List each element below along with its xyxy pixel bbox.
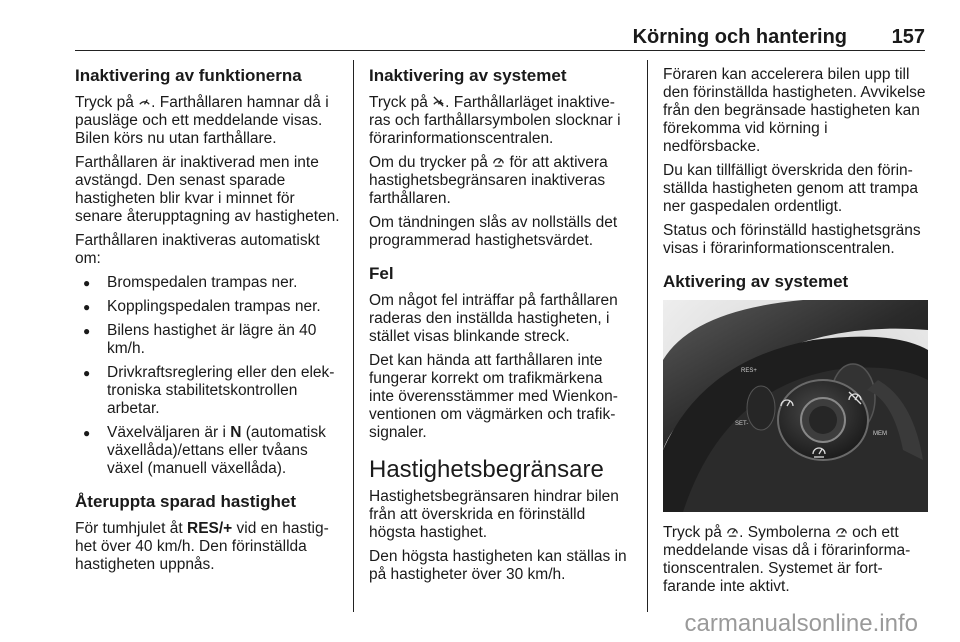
speed-limiter-icon xyxy=(726,525,739,538)
section-heading: Återuppta sparad hastighet xyxy=(75,492,297,511)
paragraph: Det kan hända att farthållaren inte fungerar korrekt om trafikmärkena inte överensstämmer med Wienkonventionen om vägmärken och trafiksignaler. xyxy=(369,352,618,441)
page-number: 157 xyxy=(891,26,925,48)
section-heading: Inaktivering av funktionerna xyxy=(75,66,302,85)
list-item: ● Drivkraftsreglering eller den elektroniska stabilitetskontrollen arbetar. xyxy=(81,364,343,418)
list-item: ● Bromspedalen trampas ner. xyxy=(81,274,343,292)
paragraph: Status och förinställd hastighetsgräns visas i förarinformationscentralen. xyxy=(663,222,921,257)
list-item: ● Kopplingspedalen trampas ner. xyxy=(81,298,343,316)
set-label: SET- xyxy=(735,421,749,427)
paragraph: Farthållaren inaktiveras automatiskt om: xyxy=(75,232,320,267)
paragraph: Farthållaren är inaktiverad men inte avstängd. Den senast sparade hastigheten blir kvar i minnet för senare återupptagning av hastigheten. xyxy=(75,154,340,225)
mem-label: MEM xyxy=(873,431,887,437)
column-divider xyxy=(647,60,648,612)
res-label: RES+ xyxy=(741,368,757,374)
steering-wheel-photo xyxy=(663,300,928,512)
header-title: Körning och hantering xyxy=(632,26,847,48)
speed-limiter-icon xyxy=(835,525,848,538)
paragraph: Om du trycker på för att aktivera hastighetsbegränsaren inaktiveras farthållaren. xyxy=(369,154,608,207)
column-divider xyxy=(353,60,354,612)
cruise-off-icon xyxy=(432,95,445,108)
section-heading: Aktivering av systemet xyxy=(663,272,849,291)
list-item: ● Bilens hastighet är lägre än 40 km/h. xyxy=(81,322,343,358)
condition-list xyxy=(75,274,343,478)
paragraph: Du kan tillfälligt överskrida den förinställda hastigheten genom att trampa ner gaspedalen ordentligt. xyxy=(663,162,919,215)
paragraph: Hastighetsbegränsaren hindrar bilen från att överskrida en förinställd högsta hastighet. xyxy=(369,488,619,541)
paragraph: Tryck på . Symbolerna och ett meddelande visas då i förarinformationscentralen. Systemet är fortfarande inte aktivt. xyxy=(663,524,911,595)
list-item: ● Växelväljaren är i N (automatisk växellåda)/ettans eller tvåans växel (manuell växellåda). xyxy=(81,424,343,478)
section-heading: Fel xyxy=(369,264,394,283)
column-1 xyxy=(75,60,343,580)
paragraph: Om tändningen slås av nollställs det programmerad hastighetsvärdet. xyxy=(369,214,618,249)
steering-wheel-illustration xyxy=(663,300,928,512)
paragraph: Föraren kan accelerera bilen upp till den förinställda hastigheten. Avvikelse från den begränsade hastigheten kan förekomma vid körning i nedförsbacke. xyxy=(663,66,926,155)
watermark: carmanualsonline.info xyxy=(684,610,918,637)
paragraph: Tryck på . Farthållarläget inaktiveras och farthållarsymbolen slocknar i förarinformationscentralen. xyxy=(369,94,621,147)
column-2 xyxy=(369,60,631,590)
section-heading: Inaktivering av systemet xyxy=(369,66,567,85)
chapter-heading: Hastighetsbegränsare xyxy=(369,456,604,483)
speed-limiter-icon xyxy=(492,155,505,168)
column-3 xyxy=(663,66,928,602)
paragraph: Om något fel inträffar på farthållaren raderas den inställda hastigheten, i stället visas blinkande streck. xyxy=(369,292,618,345)
paragraph: Tryck på . Farthållaren hamnar då i pausläge och ett meddelande visas. Bilen körs nu utan farthållare. xyxy=(75,94,329,147)
header-rule xyxy=(75,50,925,51)
paragraph: För tumhjulet åt RES/+ vid en hastighet över 40 km/h. Den förinställda hastigheten uppnås. xyxy=(75,520,329,573)
page-header xyxy=(75,26,925,50)
paragraph: Den högsta hastigheten kan ställas in på hastigheter över 30 km/h. xyxy=(369,548,627,583)
cruise-control-icon xyxy=(138,95,151,108)
